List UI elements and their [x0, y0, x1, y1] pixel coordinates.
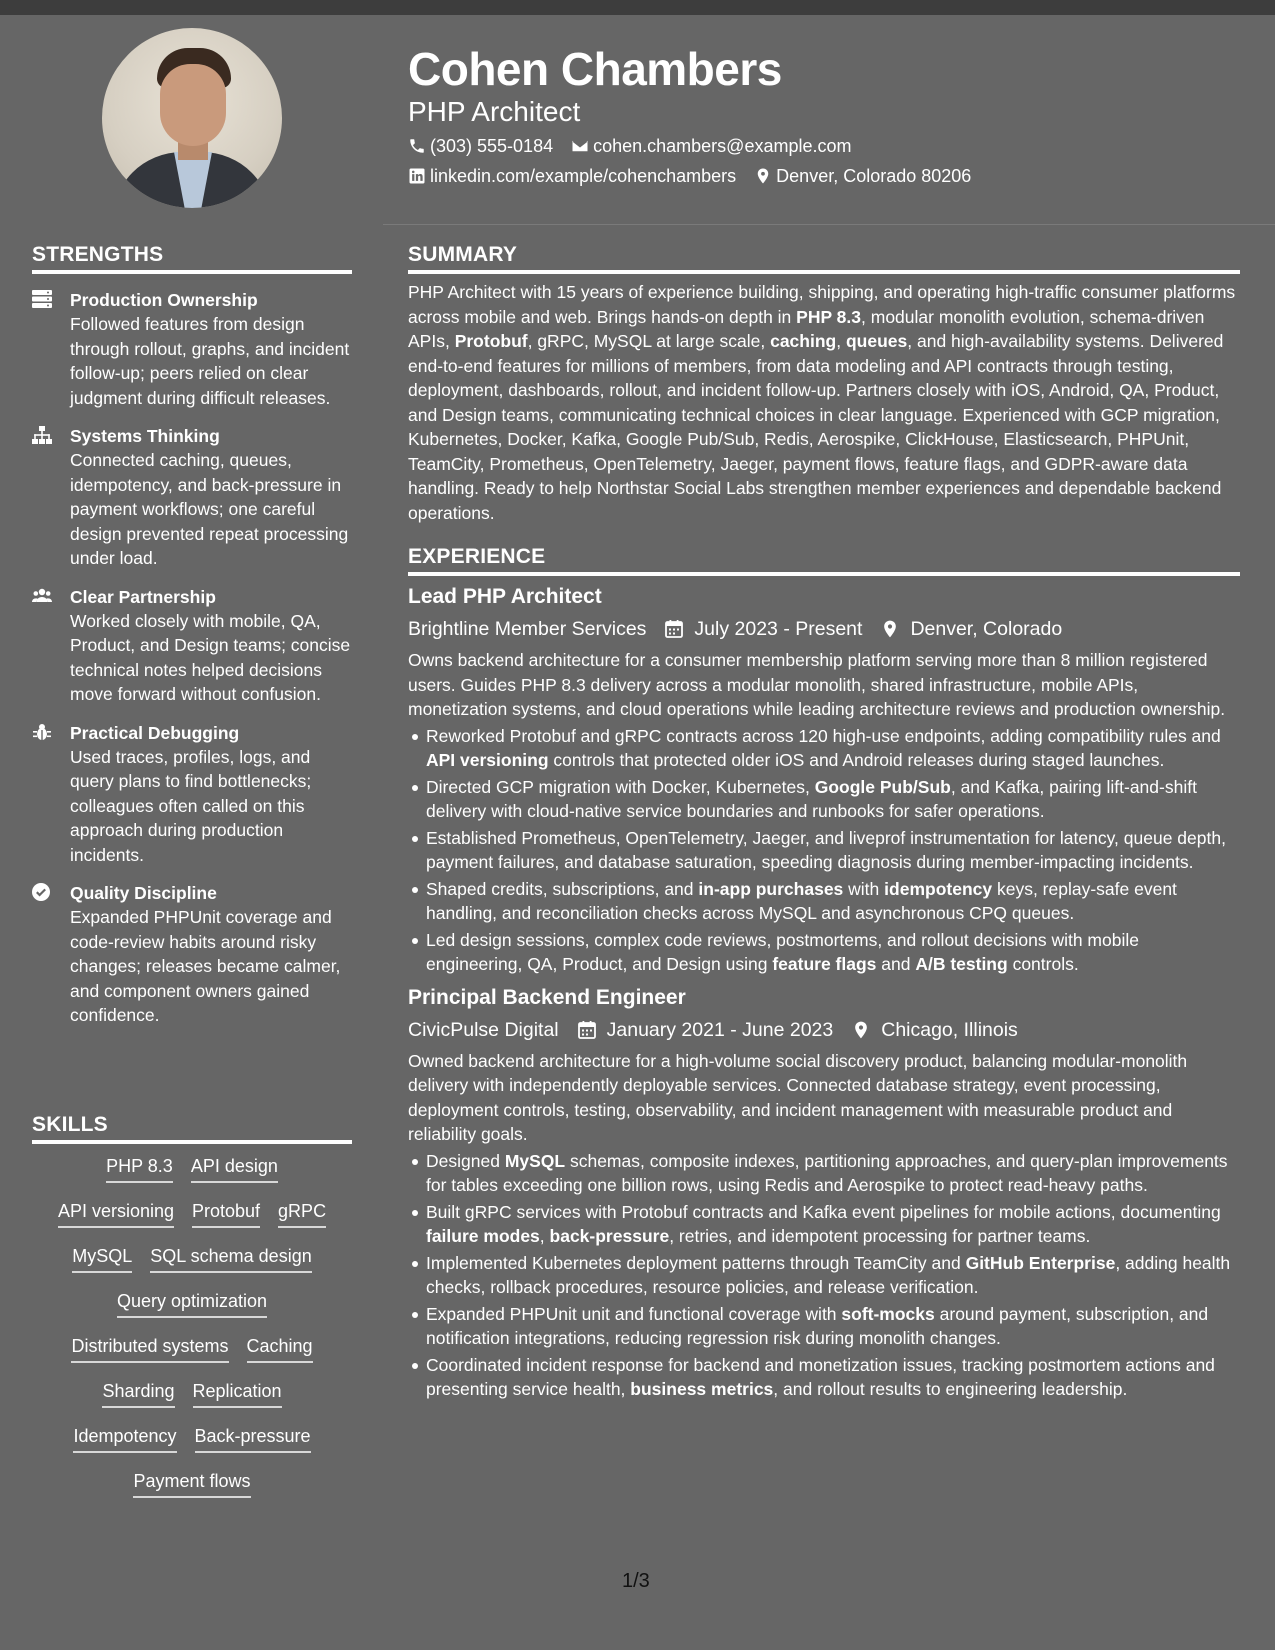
- company-name: Brightline Member Services: [408, 618, 647, 640]
- job-entry: [408, 983, 1240, 1402]
- job-location: Denver, Colorado: [910, 618, 1063, 640]
- email-contact[interactable]: [571, 134, 851, 158]
- envelope-icon: [571, 137, 589, 155]
- job-description: Owns backend architecture for a consumer membership platform serving more than 8 million registered users. Guides PHP 8.3 delivery across a modular monolith, shared infrastructure, mobile APIs, monetization systems, and cloud operations while leading architecture reviews and production ownership.: [408, 650, 1226, 719]
- location-text: Denver, Colorado 80206: [776, 166, 972, 186]
- skill-chip: Protobuf: [192, 1199, 260, 1228]
- strength-item: [32, 881, 352, 1028]
- main-column: [408, 243, 1240, 1404]
- job-meta: [408, 615, 1240, 643]
- calendar-icon: [664, 619, 684, 639]
- contact-row-1: [408, 134, 1238, 158]
- contact-row-2: [408, 164, 1238, 188]
- resume-header: [408, 42, 1238, 188]
- candidate-role: PHP Architect: [408, 96, 581, 127]
- sitemap-icon: [32, 426, 52, 444]
- job-bullet: Led design sessions, complex code reviews, postmortems, and rollout decisions with mobile engineering, QA, Product, and Design using feature flags and A/B testing controls.: [426, 928, 1240, 977]
- location-contact: [754, 164, 971, 188]
- company-name: CivicPulse Digital: [408, 1018, 559, 1041]
- strength-text: Followed features from design through rollout, graphs, and incident follow-up; peers relied on clear judgment during difficult releases.: [70, 314, 350, 408]
- job-description: Owned backend architecture for a high-volume social discovery product, balancing modular-monolith delivery with independently deployable services. Connected database strategy, event processing, deployment controls, testing, observability, and incident management with measurable product and reliability goals.: [408, 1050, 1188, 1144]
- phone-contact: [408, 134, 553, 158]
- map-pin-icon: [754, 167, 772, 185]
- strength-title: Practical Debugging: [70, 722, 240, 743]
- map-pin-icon: [851, 1020, 871, 1040]
- skill-chip: MySQL: [72, 1244, 132, 1273]
- job-bullet: Expanded PHPUnit unit and functional coverage with soft-mocks around payment, subscription, and notification integrations, reducing regression risk during monolith changes.: [426, 1302, 1240, 1351]
- job-meta: [408, 1016, 1240, 1044]
- strength-title: Quality Discipline: [70, 883, 217, 903]
- server-icon: [32, 290, 52, 308]
- job-bullets: [408, 724, 1240, 977]
- skill-chip: PHP 8.3: [106, 1154, 173, 1183]
- skill-chip: Caching: [247, 1334, 313, 1363]
- email-text[interactable]: cohen.chambers@example.com: [593, 136, 852, 156]
- skill-chip: Distributed systems: [71, 1334, 228, 1363]
- job-bullet: Directed GCP migration with Docker, Kubernetes, Google Pub/Sub, and Kafka, pairing lift-and-shift delivery with cloud-native service boundaries and runbooks for safer operations.: [426, 775, 1240, 824]
- candidate-name: Cohen Chambers: [408, 43, 782, 95]
- strength-item: [32, 721, 352, 868]
- strength-text: Worked closely with mobile, QA, Product, and Design teams; concise technical notes helped decisions move forward without confusion.: [70, 610, 351, 704]
- skills-heading: SKILLS: [32, 1113, 352, 1144]
- job-dates: January 2021 - June 2023: [606, 1018, 834, 1041]
- linkedin-contact[interactable]: [408, 164, 736, 188]
- check-circle-icon: [32, 883, 52, 901]
- skill-chip: API design: [191, 1154, 278, 1183]
- skill-chip: Replication: [193, 1379, 282, 1408]
- strength-item: [32, 585, 352, 707]
- strength-item: [32, 424, 352, 571]
- skill-chip: Back-pressure: [195, 1424, 311, 1453]
- strength-title: Systems Thinking: [70, 426, 220, 446]
- job-bullet: Implemented Kubernetes deployment patterns through TeamCity and GitHub Enterprise, adding health checks, rollback procedures, resource policies, and release verification.: [426, 1251, 1240, 1300]
- job-dates: July 2023 - Present: [694, 618, 863, 640]
- job-entry: [408, 582, 1240, 977]
- calendar-icon: [577, 1020, 597, 1040]
- linkedin-text[interactable]: linkedin.com/example/cohenchambers: [430, 166, 737, 186]
- job-bullet: Reworked Protobuf and gRPC contracts across 120 high-use endpoints, adding compatibility rules and API versioning controls that protected older iOS and Android releases during staged launches.: [426, 724, 1240, 773]
- summary-text: PHP Architect with 15 years of experience building, shipping, and operating high-traffic consumer platforms across mobile and web. Brings hands-on depth in PHP 8.3, modular monolith evolution, schema-driven APIs, Protobuf, gRPC, MySQL at large scale, caching, queues, and high-availability systems. Delivered end-to-end features for millions of members, from data modeling and API contracts through testing, deployment, dashboards, rollout, and incident follow-up. Partners closely with iOS, Android, QA, Product, and Design teams, communicating technical choices in clear language. Experienced with GCP migration, Kubernetes, Docker, Kafka, Google Pub/Sub, Redis, Aerospike, ClickHouse, Elasticsearch, PHPUnit, TeamCity, Prometheus, OpenTelemetry, Jaeger, payment flows, feature flags, and GDPR-aware data handling. Ready to help Northstar Social Labs strengthen member experiences and dependable backend operations.: [408, 282, 1236, 523]
- phone-icon: [408, 137, 426, 155]
- strengths-section: [32, 243, 352, 1028]
- page-number: 1/3: [622, 1570, 650, 1592]
- skill-chip: gRPC: [278, 1199, 326, 1228]
- map-pin-icon: [880, 619, 900, 639]
- strengths-heading: STRENGTHS: [32, 243, 352, 274]
- job-bullet: Coordinated incident response for backend and monetization issues, tracking postmortem actions and presenting service health, business metrics, and rollout results to engineering leadership.: [426, 1353, 1240, 1402]
- job-location: Chicago, Illinois: [881, 1018, 1018, 1041]
- skills-section: [32, 1113, 352, 1514]
- job-bullets: [408, 1149, 1240, 1402]
- skill-chip: API versioning: [58, 1199, 174, 1228]
- strength-title: Clear Partnership: [70, 586, 216, 607]
- top-bar: [0, 0, 1275, 15]
- skill-chip: Idempotency: [73, 1424, 176, 1453]
- strength-text: Used traces, profiles, logs, and query plans to find bottlenecks; colleagues often called on this approach during production incidents.: [70, 746, 312, 865]
- strength-item: [32, 288, 352, 410]
- skills-list: [32, 1154, 352, 1498]
- job-title: Principal Backend Engineer: [408, 985, 686, 1009]
- summary-heading: SUMMARY: [408, 243, 1240, 274]
- phone-text: (303) 555-0184: [430, 136, 554, 156]
- job-bullet: Built gRPC services with Protobuf contracts and Kafka event pipelines for mobile actions, documenting failure modes, back-pressure, retries, and idempotent processing for partner teams.: [426, 1200, 1240, 1249]
- strength-text: Expanded PHPUnit coverage and code-review habits around risky changes; releases became calmer, and component owners gained confidence.: [70, 907, 341, 1025]
- job-title: Lead PHP Architect: [408, 585, 602, 608]
- skill-chip: Sharding: [102, 1379, 174, 1408]
- header-divider: [383, 224, 1275, 225]
- skill-chip: Payment flows: [133, 1469, 250, 1498]
- users-icon: [32, 587, 52, 605]
- linkedin-icon: [408, 167, 426, 185]
- job-bullet: Shaped credits, subscriptions, and in-app purchases with idempotency keys, replay-safe event handling, and reconciliation checks across MySQL and asynchronous CPQ queues.: [426, 877, 1240, 926]
- experience-heading: EXPERIENCE: [408, 545, 1240, 576]
- skill-chip: SQL schema design: [150, 1244, 311, 1273]
- job-bullet: Designed MySQL schemas, composite indexes, partitioning approaches, and query-plan improvements for tables exceeding one billion rows, using Redis and Aerospike to protect read-heavy paths.: [426, 1149, 1240, 1198]
- strength-text: Connected caching, queues, idempotency, and back-pressure in payment workflows; one careful design prevented repeat processing under load.: [70, 450, 349, 568]
- profile-photo: [102, 28, 282, 208]
- job-bullet: Established Prometheus, OpenTelemetry, Jaeger, and liveprof instrumentation for latency, queue depth, payment failures, and database saturation, speeding diagnosis during member-impacting incidents.: [426, 826, 1240, 875]
- bug-icon: [32, 723, 52, 741]
- skill-chip: Query optimization: [117, 1289, 267, 1318]
- strength-title: Production Ownership: [70, 290, 258, 310]
